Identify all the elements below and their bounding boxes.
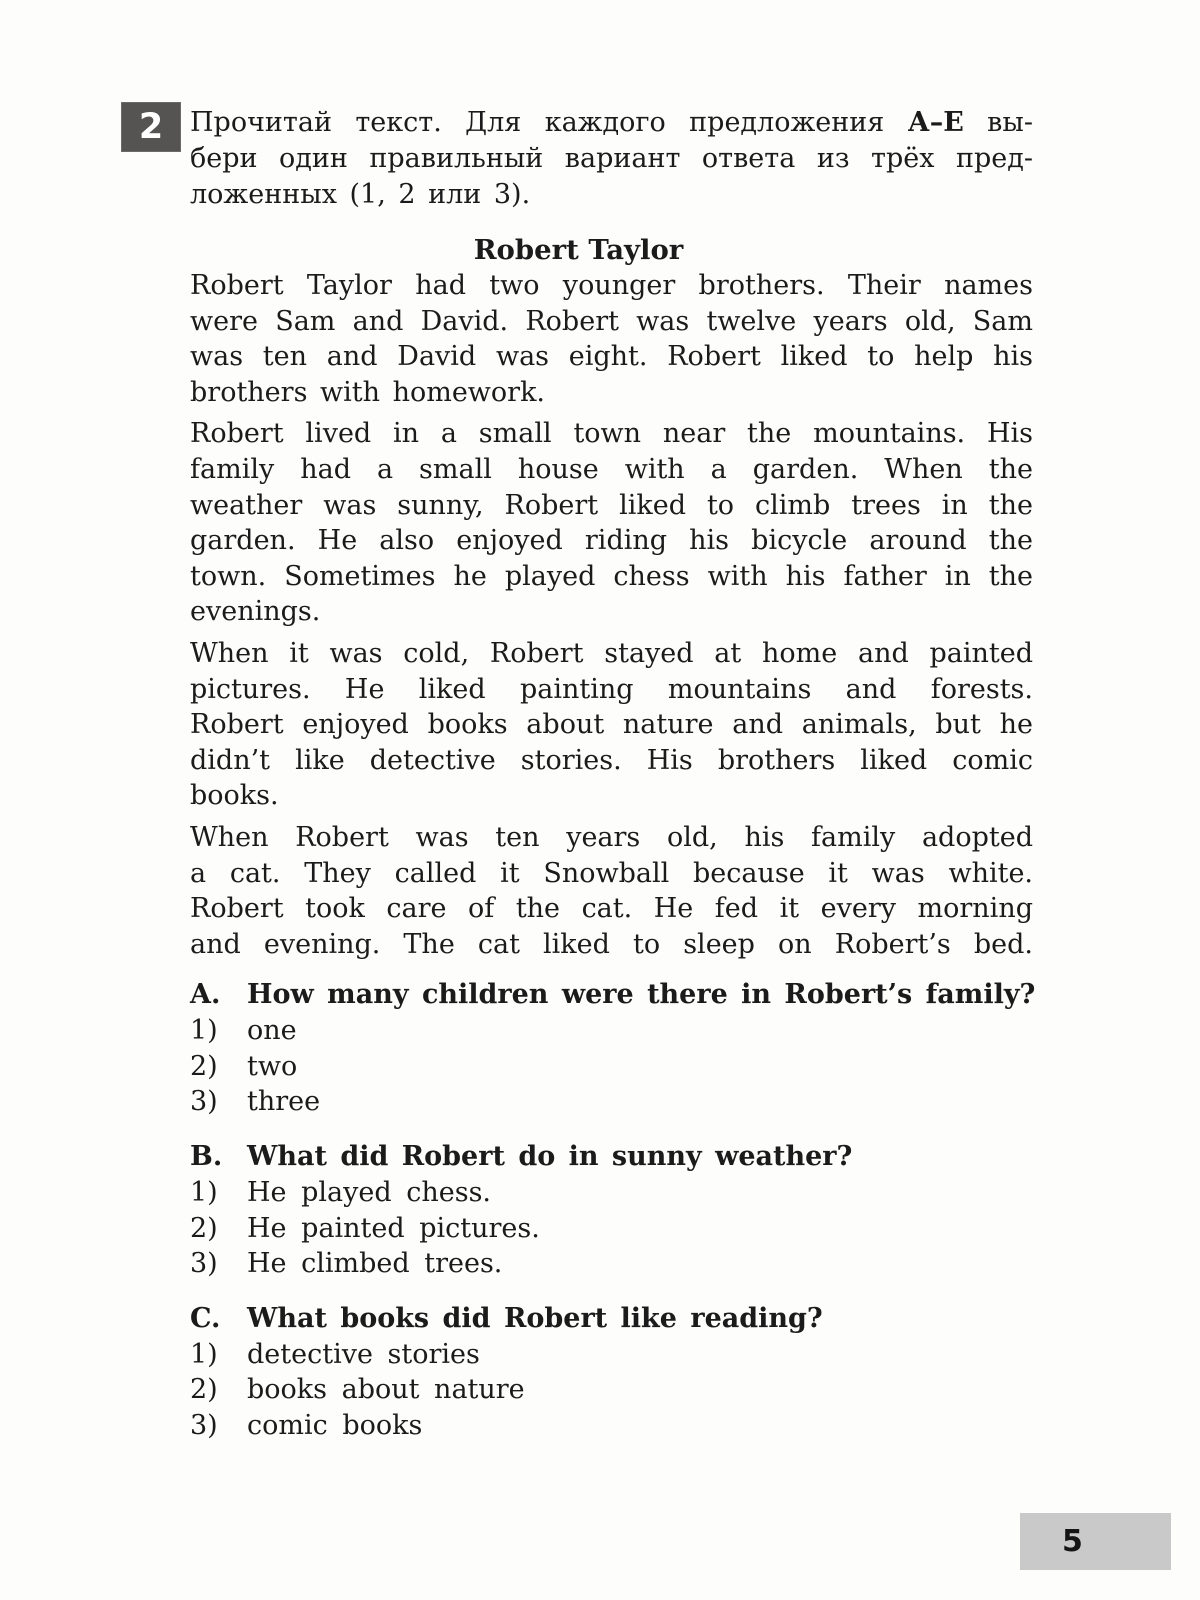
text-line: garden. He also enjoyed riding his bicycle around the (190, 525, 1033, 557)
question-text: How many children were there in Robert’s family? (247, 979, 1036, 1011)
option-number: 2) (190, 1212, 218, 1244)
question-heading (190, 977, 1036, 1013)
reading-paragraph (190, 268, 1033, 410)
reading-paragraph (190, 416, 1033, 630)
question-letter: C. (190, 1302, 221, 1334)
text-line: Robert enjoyed books about nature and animals, but he (190, 709, 1033, 741)
text-line: brothers with homework. (190, 376, 546, 408)
answer-option (190, 1372, 1033, 1408)
text-line: When it was cold, Robert stayed at home and painted (190, 637, 1033, 669)
question-letter: A. (190, 979, 221, 1011)
answer-option (190, 1049, 1033, 1085)
instruction-line: бери один правильный вариант ответа из трёх пред- (190, 143, 1033, 174)
page-number-box (1020, 1513, 1171, 1570)
instruction-text: Прочитай текст. Для каждого предложения (190, 107, 908, 138)
instruction-line (190, 105, 1033, 141)
answer-option (190, 1175, 1033, 1211)
option-number: 3) (190, 1248, 218, 1280)
option-text: two (247, 1050, 298, 1082)
option-text: He climbed trees. (247, 1248, 503, 1280)
answer-option (190, 1408, 1033, 1444)
text-line: didn’t like detective stories. His brothers liked comic (190, 744, 1033, 776)
question-block-a (190, 977, 1036, 1120)
question-heading (190, 1139, 1033, 1175)
page-number: 5 (1062, 1524, 1083, 1559)
option-number: 2) (190, 1374, 218, 1406)
answer-option (190, 1084, 1033, 1120)
text-line: Robert took care of the cat. He fed it every morning (190, 893, 1033, 925)
reading-title: Robert Taylor (473, 234, 684, 266)
text-line: weather was sunny, Robert liked to climb trees in the (190, 489, 1033, 521)
text-line: evenings. (190, 596, 321, 628)
text-line: Robert Taylor had two younger brothers. Their names (190, 270, 1033, 301)
option-text: three (247, 1086, 321, 1118)
question-block-b (190, 1139, 1033, 1282)
answer-option (190, 1246, 1033, 1282)
reading-paragraph (190, 636, 1033, 814)
option-number: 1) (190, 1338, 218, 1370)
option-text: He played chess. (247, 1177, 492, 1209)
option-text: one (247, 1015, 297, 1047)
question-letter: B. (190, 1141, 223, 1173)
task-instruction (190, 105, 1033, 213)
reading-paragraph (190, 820, 1033, 962)
instruction-text: вы- (963, 107, 1033, 138)
option-number: 1) (190, 1015, 218, 1047)
text-line: Robert lived in a small town near the mountains. His (190, 418, 1033, 450)
question-text: What books did Robert like reading? (247, 1302, 823, 1334)
question-heading (190, 1301, 1033, 1337)
text-line: When Robert was ten years old, his family adopted (190, 821, 1033, 853)
answer-option (190, 1013, 1033, 1049)
text-line: town. Sometimes he played chess with his father in the (190, 560, 1033, 592)
option-number: 1) (190, 1177, 218, 1209)
text-line: a cat. They called it Snowball because it was white. (190, 857, 1033, 889)
question-block-c (190, 1301, 1033, 1444)
task-number-badge: 2 (121, 102, 181, 152)
answer-option (190, 1211, 1033, 1247)
text-line: books. (190, 780, 279, 812)
text-line: pictures. He liked painting mountains and forests. (190, 673, 1033, 705)
instruction-letter-range: А–Е (907, 107, 964, 138)
option-text: comic books (247, 1410, 423, 1442)
option-number: 3) (190, 1086, 218, 1118)
option-text: books about nature (247, 1374, 525, 1406)
text-line: and evening. The cat liked to sleep on Robert’s bed. (190, 928, 1033, 960)
option-text: He painted pictures. (247, 1212, 540, 1244)
text-line: was ten and David was eight. Robert liked to help his (190, 341, 1033, 373)
option-number: 2) (190, 1050, 218, 1082)
question-text: What did Robert do in sunny weather? (247, 1141, 853, 1173)
option-text: detective stories (247, 1338, 480, 1370)
option-number: 3) (190, 1410, 218, 1442)
page-content (190, 105, 1036, 1444)
instruction-line: ложенных (1, 2 или 3). (190, 179, 531, 210)
text-line: were Sam and David. Robert was twelve years old, Sam (190, 305, 1033, 337)
answer-option (190, 1337, 1033, 1373)
text-line: family had a small house with a garden. When the (190, 453, 1033, 485)
